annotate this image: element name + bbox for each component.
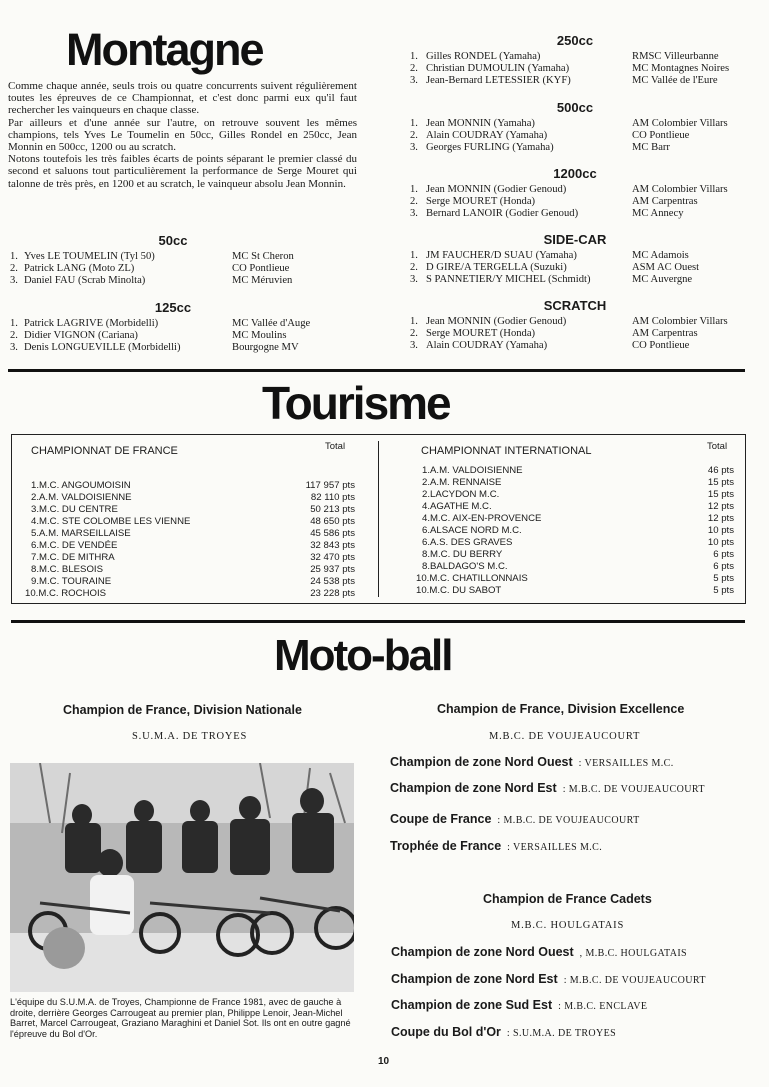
nationale-heading: Champion de France, Division Nationale [63,703,302,717]
cadets-line-nord-est: Champion de zone Nord Est : M.B.C. DE VOUJEAUCOURT [391,972,706,986]
table-row: 5.A.M. MARSEILLAISE 45 586 pts [31,528,355,539]
table-row: 10.M.C. CHATILLONNAIS 5 pts [416,573,734,584]
france-total-label: Total [325,441,346,452]
international-total-label: Total [707,441,728,452]
result-row: 2. Christian DUMOULIN (Yamaha) MC Montagnes Noires [410,63,730,74]
team-photo-illustration [10,763,354,992]
result-row: 3. Denis LONGUEVILLE (Morbidelli) Bourgogne MV [10,342,299,353]
excellence-line-nord-ouest: Champion de zone Nord Ouest : VERSAILLES M.C. [390,755,674,769]
montagne-title: Montagne [66,24,263,75]
result-row: 1. Patrick LAGRIVE (Morbidelli) MC Vallée d'Auge [10,318,311,329]
intro-paragraph-1: Comme chaque année, seuls trois ou quatre concurrents suivent régulièrement toutes les épreuves de ce Championnat, et c'est donc parmi eux qu'il faut rechercher les vainqueurs en chaque classe. [8,80,357,117]
results-scratch [408,316,758,352]
table-row: 4.AGATHE M.C. 12 pts [422,501,734,512]
section-divider [11,620,745,623]
results-sidecar [408,250,758,286]
results-250cc [408,51,758,87]
excellence-line-coupe: Coupe de France : M.B.C. DE VOUJEAUCOURT [390,812,640,826]
table-row: 6.A.S. DES GRAVES 10 pts [422,537,734,548]
table-row: 6.M.C. DE VENDÉE 32 843 pts [31,540,355,551]
category-sidecar-heading: SIDE-CAR [543,232,607,247]
category-250cc-heading: 250cc [556,33,594,48]
table-row: 2.LACYDON M.C. 15 pts [422,489,734,500]
tourisme-table [11,434,746,604]
table-row: 4.M.C. AIX-EN-PROVENCE 12 pts [422,513,734,524]
result-row: 1. Jean MONNIN (Godier Genoud) AM Colombier Villars [410,184,728,195]
table-row: 2.A.M. VALDOISIENNE 82 110 pts [31,492,355,503]
category-125cc-heading: 125cc [154,300,192,315]
category-1200cc-heading: 1200cc [553,166,597,181]
table-row: 2.A.M. RENNAISE 15 pts [422,477,734,488]
intro-paragraph-2: Par ailleurs et d'une année sur l'autre, on retrouve souvent les mêmes champions, tels Yves Le Toumelin en 50cc, Gilles Rondel en 250cc, Jean Monnin en 500cc, 1200 ou au scratch. [8,116,357,154]
result-row: 1. Gilles RONDEL (Yamaha) RMSC Villeurbanne [410,51,719,62]
category-500cc-heading: 500cc [556,100,594,115]
table-row: 10.M.C. DU SABOT 5 pts [416,585,734,596]
result-row: 3. S PANNETIER/Y MICHEL (Schmidt) MC Auvergne [410,274,693,285]
tourisme-title: Tourisme [262,377,450,429]
table-row: 8.BALDAGO'S M.C. 6 pts [422,561,734,572]
france-rows [25,480,355,600]
cadets-line-nord-ouest: Champion de zone Nord Ouest , M.B.C. HOULGATAIS [391,945,688,959]
table-row: 3.M.C. DU CENTRE 50 213 pts [31,504,355,515]
result-row: 3. Jean-Bernard LETESSIER (KYF) MC Vallée de l'Eure [410,75,718,86]
results-125cc [8,318,358,354]
result-row: 1. Yves LE TOUMELIN (Tyl 50) MC St Cheron [10,251,294,262]
results-1200cc [408,184,758,220]
international-rows [416,465,734,597]
table-row: 9.M.C. TOURAINE 24 538 pts [31,576,355,587]
category-50cc-heading: 50cc [158,233,188,248]
table-row: 1.A.M. VALDOISIENNE 46 pts [422,465,734,476]
international-heading: CHAMPIONNAT INTERNATIONAL [421,445,592,457]
cadets-winner: M.B.C. HOULGATAIS [511,920,625,931]
results-50cc [8,251,358,287]
cadets-line-bol-dor: Coupe du Bol d'Or : S.U.M.A. DE TROYES [391,1025,617,1039]
motoball-title: Moto-ball [274,631,452,680]
result-row: 1. Jean MONNIN (Yamaha) AM Colombier Villars [410,118,728,129]
result-row: 2. Serge MOURET (Honda) AM Carpentras [410,328,698,339]
page-number: 10 [378,1056,390,1067]
result-row: 3. Georges FURLING (Yamaha) MC Barr [410,142,670,153]
table-row: 10.M.C. ROCHOIS 23 228 pts [25,588,355,599]
france-heading: CHAMPIONNAT DE FRANCE [31,445,178,457]
result-row: 1. JM FAUCHER/D SUAU (Yamaha) MC Adamois [410,250,689,261]
excellence-winner: M.B.C. DE VOUJEAUCOURT [489,731,641,742]
results-500cc [408,118,758,154]
category-scratch-heading: SCRATCH [543,298,607,313]
result-row: 2. D GIRE/A TERGELLA (Suzuki) ASM AC Ouest [410,262,700,273]
result-row: 3. Alain COUDRAY (Yamaha) CO Pontlieue [410,340,690,351]
photo-caption: L'équipe du S.U.M.A. de Troyes, Championne de France 1981, avec de gauche à droite, derrière Georges Carrougeat au premier plan, Philippe Lenoir, Jean-Michel Barret, Marcel Carrougeat, Graziano Maraghini et Daniel Sot. Ils ont en outre gagné l'épreuve du Bol d'Or. [10,997,351,1039]
result-row: 1. Jean MONNIN (Godier Genoud) AM Colombier Villars [410,316,728,327]
result-row: 2. Patrick LANG (Moto ZL) CO Pontlieue [10,263,290,274]
excellence-line-nord-est: Champion de zone Nord Est : M.B.C. DE VOUJEAUCOURT [390,781,705,795]
table-row: 1.M.C. ANGOUMOISIN 117 957 pts [31,480,355,491]
table-row: 4.M.C. STE COLOMBE LES VIENNE 48 650 pts [31,516,355,527]
result-row: 2. Serge MOURET (Honda) AM Carpentras [410,196,698,207]
cadets-line-sud-est: Champion de zone Sud Est : M.B.C. ENCLAVE [391,998,648,1012]
table-row: 7.M.C. DE MITHRA 32 470 pts [31,552,355,563]
excellence-line-trophee: Trophée de France : VERSAILLES M.C. [390,839,603,853]
intro-paragraph-3: Notons toutefois les très faibles écarts de points séparant le premier classé du second et saluons tout particulièrement la performance de Serge Mouret qui talonne de très près, en 1200 et au scratch, le vainqueur absolu Jean Monnin. [8,153,357,190]
result-row: 2. Didier VIGNON (Cariana) MC Moulins [10,330,287,341]
excellence-heading: Champion de France, Division Excellence [437,702,685,716]
result-row: 3. Daniel FAU (Scrab Minolta) MC Méruvien [10,275,293,286]
table-column-divider [378,441,379,597]
table-row: 6.ALSACE NORD M.C. 10 pts [422,525,734,536]
montagne-intro [8,80,357,190]
result-row: 3. Bernard LANOIR (Godier Genoud) MC Annecy [410,208,684,219]
result-row: 2. Alain COUDRAY (Yamaha) CO Pontlieue [410,130,690,141]
cadets-heading: Champion de France Cadets [483,892,652,906]
table-row: 8.M.C. BLESOIS 25 937 pts [31,564,355,575]
nationale-winner: S.U.M.A. DE TROYES [132,731,248,742]
team-photo [10,763,354,992]
table-row: 8.M.C. DU BERRY 6 pts [422,549,734,560]
section-divider [8,369,745,372]
